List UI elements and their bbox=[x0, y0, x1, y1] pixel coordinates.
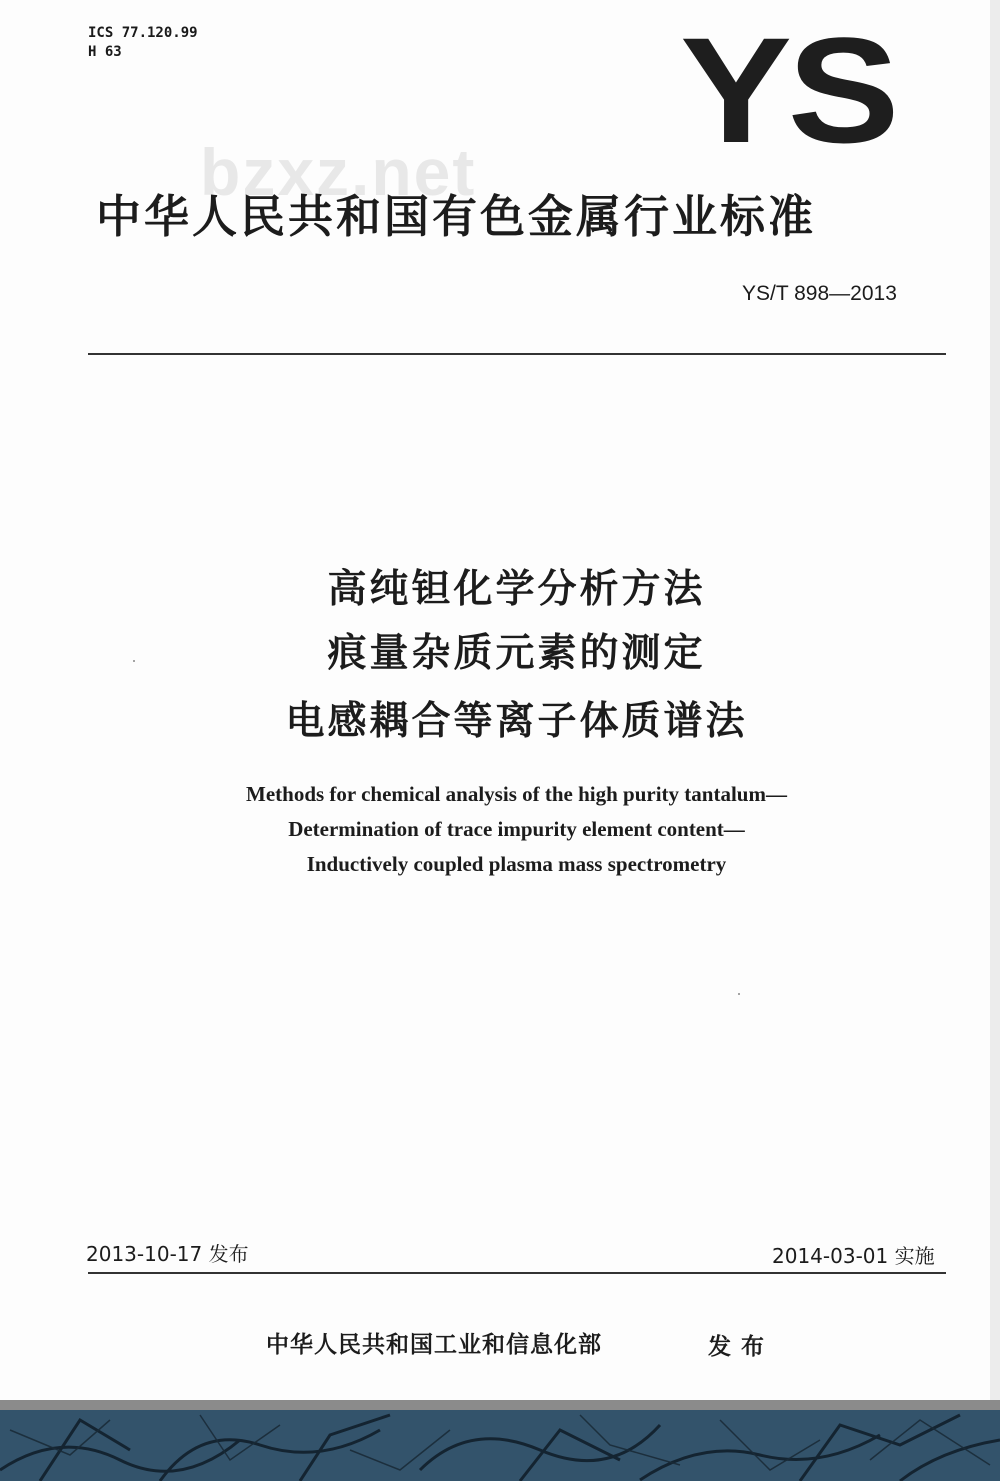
background-photo-strip bbox=[0, 1400, 1000, 1481]
standard-code: YS/T 898—2013 bbox=[742, 282, 897, 305]
cn-title-line-1: 高纯钽化学分析方法 bbox=[327, 567, 706, 612]
page-bottom-edge bbox=[0, 1400, 1000, 1410]
cn-title-line-3: 电感耦合等离子体质谱法 bbox=[285, 699, 748, 744]
implement-date: 2014-03-01 实施 bbox=[772, 1244, 935, 1268]
scan-speck bbox=[133, 660, 135, 662]
en-title-line-2: Determination of trace impurity element content— bbox=[288, 817, 745, 841]
en-title-line-1: Methods for chemical analysis of the high purity tantalum— bbox=[246, 782, 787, 806]
publish-date: 2013-10-17 发布 bbox=[86, 1242, 249, 1266]
top-divider bbox=[88, 353, 946, 355]
tree-branches-illustration bbox=[0, 1410, 1000, 1481]
watermark: bzxz.net bbox=[200, 135, 477, 209]
ys-logo: YS bbox=[680, 6, 896, 174]
standard-category-title: 中华人民共和国有色金属行业标准 bbox=[96, 190, 817, 243]
ics-code: ICS 77.120.99 bbox=[88, 25, 198, 41]
issue-label: 发布 bbox=[708, 1334, 774, 1360]
issuing-authority: 中华人民共和国工业和信息化部 bbox=[266, 1332, 602, 1358]
en-title-line-3: Inductively coupled plasma mass spectrometry bbox=[306, 852, 727, 876]
ccs-code: H 63 bbox=[88, 44, 122, 60]
classification-codes bbox=[88, 24, 198, 62]
bottom-divider bbox=[88, 1272, 946, 1274]
scan-speck bbox=[738, 993, 740, 995]
cn-title-line-2: 痕量杂质元素的测定 bbox=[327, 631, 706, 676]
